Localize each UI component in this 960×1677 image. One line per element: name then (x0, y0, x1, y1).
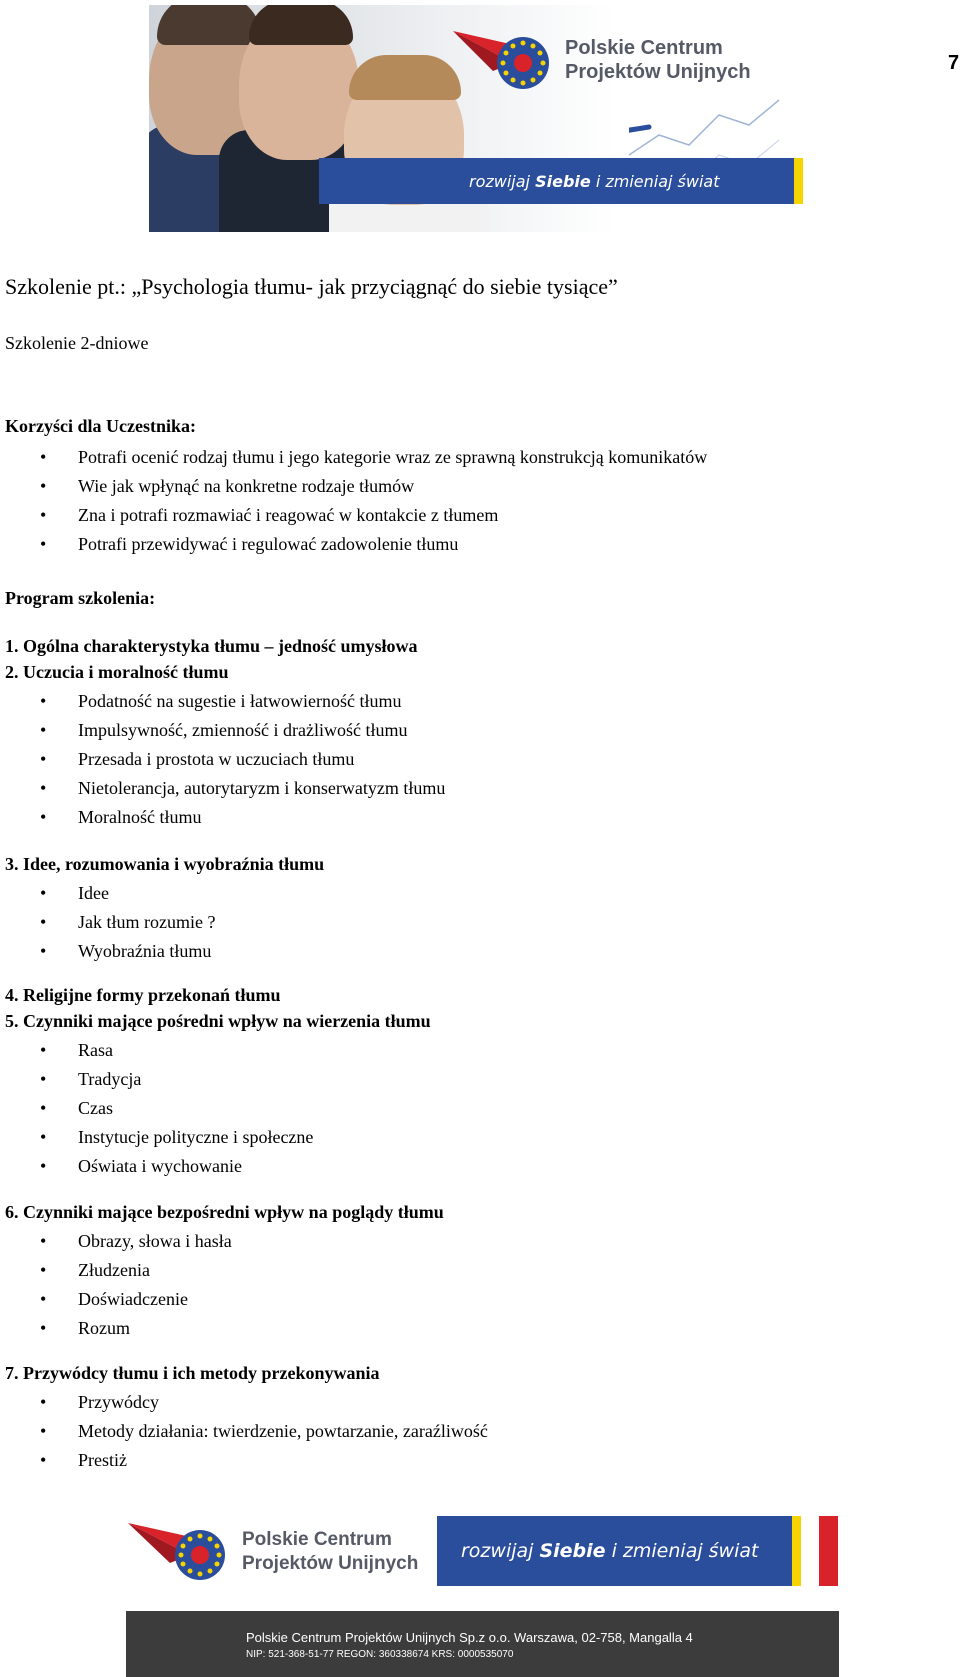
program-section-5-list (0, 1039, 313, 1184)
list-item: • Potrafi przewidywać i regulować zadowolenie tłumu (0, 533, 707, 562)
list-item: • Instytucje polityczne i społeczne (0, 1126, 313, 1155)
header-logo (453, 23, 751, 97)
list-item: • Idee (0, 882, 215, 911)
list-item: • Rozum (0, 1317, 232, 1346)
list-item: • Oświata i wychowanie (0, 1155, 313, 1184)
program-heading: Program szkolenia: (5, 588, 156, 608)
footer-company-info (126, 1611, 839, 1677)
slogan: rozwijaj Siebie i zmieniaj świat (469, 171, 720, 191)
page-number: 7 (948, 52, 960, 74)
program-section-6: 6. Czynniki mające bezpośredni wpływ na poglądy tłumu (5, 1202, 444, 1222)
slogan: rozwijaj Siebie i zmieniaj świat (461, 1540, 759, 1562)
document-title: Szkolenie pt.: „Psychologia tłumu- jak przyciągnąć do siebie tysiące” (5, 274, 618, 299)
flag-white (803, 158, 815, 204)
list-item: • Zna i potrafi rozmawiać i reagować w kontakcie z tłumem (0, 504, 707, 533)
program-section-3-list (0, 882, 215, 969)
program-section-2: 2. Uczucia i moralność tłumu (5, 662, 229, 682)
list-item: • Obrazy, słowa i hasła (0, 1230, 232, 1259)
flag-red (819, 1516, 838, 1586)
list-item: • Wie jak wpłynąć na konkretne rodzaje tłumów (0, 475, 707, 504)
list-item: • Moralność tłumu (0, 806, 445, 835)
program-section-1: 1. Ogólna charakterystyka tłumu – jedność umysłowa (5, 636, 418, 656)
list-item: • Nietolerancja, autorytaryzm i konserwatyzm tłumu (0, 777, 445, 806)
benefits-heading: Korzyści dla Uczestnika: (5, 416, 196, 436)
list-item: • Czas (0, 1097, 313, 1126)
program-section-2-list (0, 690, 445, 835)
list-item: • Przywódcy (0, 1391, 488, 1420)
list-item: • Złudzenia (0, 1259, 232, 1288)
program-section-5: 5. Czynniki mające pośredni wpływ na wierzenia tłumu (5, 1011, 431, 1031)
program-section-7-list (0, 1391, 488, 1478)
list-item: • Podatność na sugestie i łatwowierność tłumu (0, 690, 445, 719)
flag-white (801, 1516, 819, 1586)
header-banner-image (149, 5, 815, 232)
list-item: • Potrafi ocenić rodzaj tłumu i jego kategorie wraz ze sprawną konstrukcją komunikatów (0, 446, 707, 475)
benefits-list (0, 446, 707, 562)
program-section-7: 7. Przywódcy tłumu i ich metody przekonywania (5, 1363, 380, 1383)
list-item: • Przesada i prostota w uczuciach tłumu (0, 748, 445, 777)
subtitle: Szkolenie 2-dniowe (5, 333, 149, 353)
list-item: • Prestiż (0, 1449, 488, 1478)
program-section-3: 3. Idee, rozumowania i wyobraźnia tłumu (5, 854, 325, 874)
footer-slogan-strip (437, 1516, 838, 1586)
slogan-strip (319, 158, 815, 204)
program-section-6-list (0, 1230, 232, 1346)
flag-yellow (792, 1516, 801, 1586)
logo-star-icon (453, 23, 557, 97)
logo-text: Polskie Centrum Projektów Unijnych (242, 1529, 419, 1574)
list-item: • Doświadczenie (0, 1288, 232, 1317)
program-section-4: 4. Religijne formy przekonań tłumu (5, 985, 281, 1005)
list-item: • Wyobraźnia tłumu (0, 940, 215, 969)
list-item: • Metody działania: twierdzenie, powtarzanie, zaraźliwość (0, 1420, 488, 1449)
flag-yellow (794, 158, 803, 204)
list-item: • Rasa (0, 1039, 313, 1068)
company-ids: NIP: 521-368-51-77 REGON: 360338674 KRS: 0000535070 (246, 1649, 514, 1660)
list-item: • Tradycja (0, 1068, 313, 1097)
footer-logo (128, 1517, 418, 1587)
logo-text: Polskie Centrum Projektów Unijnych (565, 37, 751, 83)
list-item: • Jak tłum rozumie ? (0, 911, 215, 940)
logo-star-icon (128, 1517, 234, 1587)
company-address: Polskie Centrum Projektów Unijnych Sp.z o.o. Warszawa, 02-758, Mangalla 4 (246, 1630, 693, 1645)
list-item: • Impulsywność, zmienność i drażliwość tłumu (0, 719, 445, 748)
